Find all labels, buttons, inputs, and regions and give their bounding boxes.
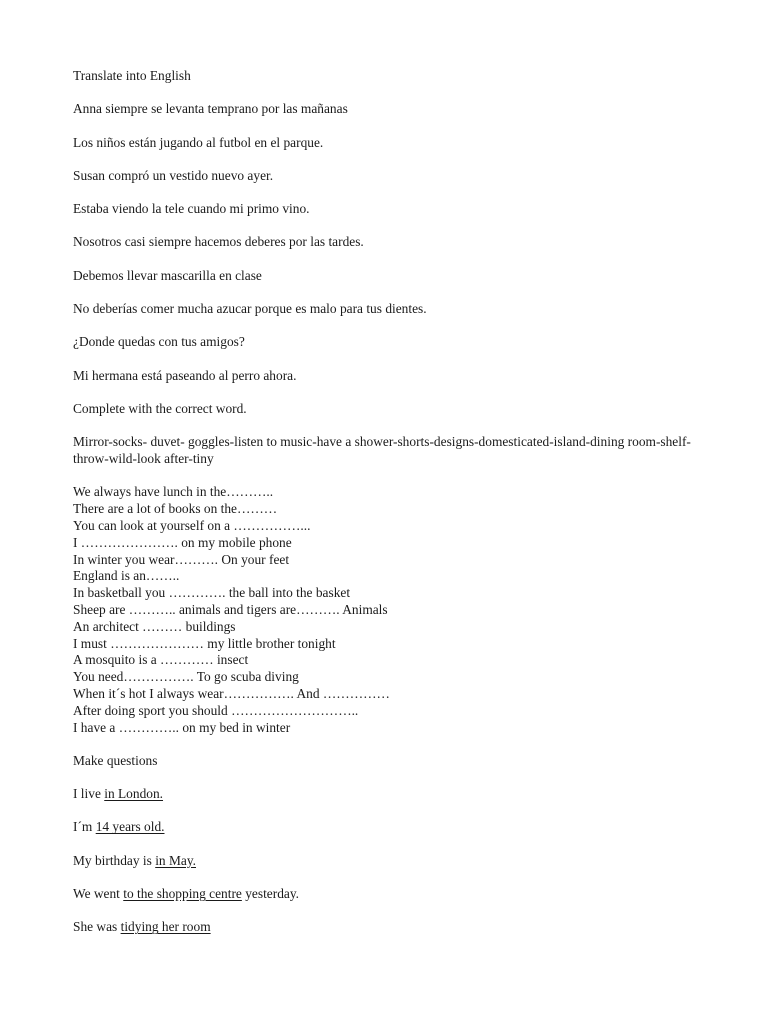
translate-sentence: Los niños están jugando al futbol en el parque. <box>73 134 324 150</box>
fill-in-item: You can look at yourself on a ……………... <box>73 517 311 533</box>
fill-in-item: I …………………. on my mobile phone <box>73 534 292 550</box>
translate-sentence: Debemos llevar mascarilla en clase <box>73 267 262 283</box>
translate-sentence: Mi hermana está paseando al perro ahora. <box>73 367 297 383</box>
underlined-answer: tidying her room <box>120 919 211 935</box>
worksheet-page <box>73 68 693 953</box>
question-prompt <box>73 786 693 803</box>
underlined-answer: in London. <box>104 786 164 802</box>
fill-in-item: We always have lunch in the……….. <box>73 484 274 500</box>
fill-in-item: In winter you wear………. On your feet <box>73 551 290 567</box>
fill-in-item: In basketball you …………. the ball into the basket <box>73 585 351 601</box>
word-bank: Mirror-socks- duvet- goggles-listen to music-have a shower-shorts-designs-domesticated-island-dining room-shelf-throw-wild-look after-tiny <box>73 434 691 467</box>
translate-heading: Translate into English <box>73 68 191 83</box>
translate-sentence: Susan compró un vestido nuevo ayer. <box>73 167 274 183</box>
prompt-text: We went <box>73 886 124 901</box>
prompt-text: She was <box>73 919 121 935</box>
question-prompt <box>73 886 693 903</box>
translate-sentence: ¿Donde quedas con tus amigos? <box>73 334 245 350</box>
complete-heading: Complete with the correct word. <box>73 400 247 416</box>
prompt-text: I´m <box>73 819 96 835</box>
translate-sentence: No deberías comer mucha azucar porque es malo para tus dientes. <box>73 301 427 317</box>
prompt-text: My birthday is <box>73 852 156 868</box>
fill-in-item: When it´s hot I always wear……………. And …………… <box>73 685 390 701</box>
fill-in-item: I have a ………….. on my bed in winter <box>73 719 291 735</box>
fill-in-item: I must ………………… my little brother tonight <box>73 635 336 651</box>
fill-in-item: After doing sport you should ……………………….. <box>73 702 359 718</box>
underlined-answer: to the shopping centre <box>123 886 242 901</box>
question-prompt <box>73 919 693 936</box>
fill-in-item: An architect ……… buildings <box>73 618 236 634</box>
question-prompt <box>73 853 693 870</box>
translate-sentence: Estaba viendo la tele cuando mi primo vino. <box>73 201 310 217</box>
prompt-text: I live <box>73 786 105 802</box>
underlined-answer: 14 years old. <box>95 819 165 835</box>
fill-in-item: Sheep are ……….. animals and tigers are………. Animals <box>73 601 388 617</box>
translate-sentence: Anna siempre se levanta temprano por las mañanas <box>73 101 348 117</box>
translate-sentence: Nosotros casi siempre hacemos deberes por las tardes. <box>73 234 364 250</box>
fill-in-item: There are a lot of books on the……… <box>73 501 278 517</box>
prompt-text: yesterday. <box>241 886 300 901</box>
fill-in-item: You need……………. To go scuba diving <box>73 669 299 685</box>
fill-in-list <box>73 484 693 736</box>
question-prompt <box>73 819 693 836</box>
fill-in-item: A mosquito is a ………… insect <box>73 652 249 668</box>
questions-heading: Make questions <box>73 752 158 768</box>
underlined-answer: in May. <box>155 852 196 868</box>
fill-in-item: England is an…….. <box>73 568 180 584</box>
